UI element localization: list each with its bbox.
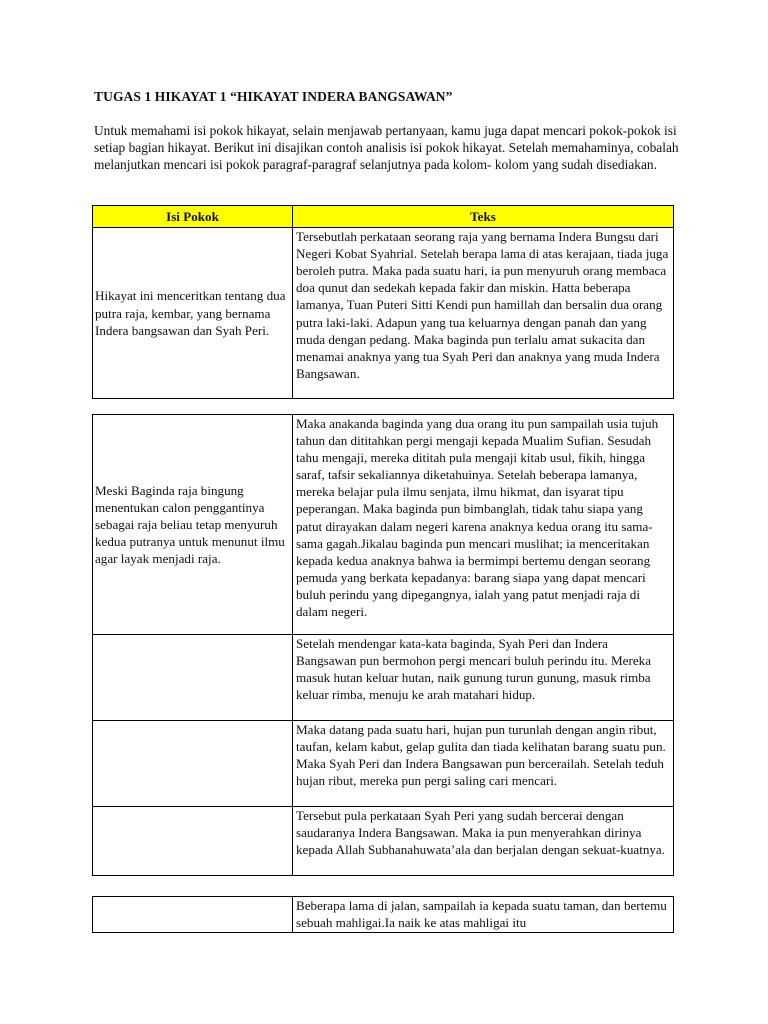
teks-cell: Tersebut pula perkataan Syah Peri yang sudah bercerai dengan saudaranya Indera Bangsawan. Maka ia pun menyerahkan dirinya kepada Allah Subhanahuwata’ala dan berjalan dengan sekuat-kuatnya. [293, 807, 674, 876]
isi-pokok-cell[interactable] [93, 807, 293, 876]
teks-cell: Beberapa lama di jalan, sampailah ia kepada suatu taman, dan bertemu sebuah mahligai.Ia naik ke atas mahligai itu [293, 897, 674, 933]
table-row [93, 415, 674, 635]
teks-cell: Tersebutlah perkataan seorang raja yang bernama Indera Bungsu dari Negeri Kobat Syahrial. Setelah berapa lama di atas kerajaan, tiada juga beroleh putra. Maka pada suatu hari, ia pun menyuruh orang membaca doa qunut dan sedekah kepada fakir dan miskin. Hatta beberapa lamanya, Tuan Puteri Sitti Kendi pun hamillah dan bersalin dua orang putra laki-laki. Adapun yang tua keluarnya dengan panah dan yang muda dengan pedang. Maka baginda pun terlalu amat sukacita dan menamai anaknya yang tua Syah Peri dan anaknya yang muda Indera Bangsawan. [293, 228, 674, 399]
teks-cell: Setelah mendengar kata-kata baginda, Syah Peri dan Indera Bangsawan pun bermohon pergi mencari buluh perindu itu. Mereka masuk hutan keluar hutan, naik gunung turun gunung, masuk rimba keluar rimba, menuju ke arah matahari hidup. [293, 635, 674, 721]
table-row [93, 897, 674, 933]
isi-pokok-cell[interactable] [93, 721, 293, 807]
intro-paragraph: Untuk memahami isi pokok hikayat, selain menjawab pertanyaan, kamu juga dapat mencari pokok-pokok isi setiap bagian hikayat. Berikut ini disajikan contoh analisis isi pokok hikayat. Setelah memahaminya, cobalah melanjutkan mencari isi pokok paragraf-paragraf selanjutnya pada kolom- kolom yang sudah disediakan. [94, 123, 679, 172]
table-row [93, 228, 674, 399]
table-row [93, 721, 674, 807]
isi-pokok-cell: Hikayat ini menceritkan tentang dua putra raja, kembar, yang bernama Indera bangsawan dan Syah Peri. [93, 228, 293, 399]
teks-cell: Maka anakanda baginda yang dua orang itu pun sampailah usia tujuh tahun dan dititahkan pergi mengaji kepada Mualim Sufian. Sesudah tahu mengaji, mereka dititah pula mengaji kitab usul, fikih, hingga saraf, tafsir sekaliannya diketahuinya. Setelah beberapa lamanya, mereka belajar pula ilmu senjata, ilmu hikmat, dan isyarat tipu peperangan. Maka baginda pun bimbanglah, tidak tahu siapa yang patut dirayakan dalam negeri karena anaknya kedua orang itu sama-sama gagah.Jikalau baginda pun mencari muslihat; ia menceritakan kepada kedua anaknya bahwa ia bermimpi bertemu dengan seorang pemuda yang berkata kepadanya: barang siapa yang dapat mencari buluh perindu yang dipegangnya, ialah yang patut menjadi raja di dalam negeri. [293, 415, 674, 635]
analysis-table-3 [92, 896, 674, 933]
document-title: TUGAS 1 HIKAYAT 1 “HIKAYAT INDERA BANGSAWAN” [94, 89, 453, 104]
teks-cell: Maka datang pada suatu hari, hujan pun turunlah dengan angin ribut, taufan, kelam kabut, gelap gulita dan tiada kelihatan barang suatu pun. Maka Syah Peri dan Indera Bangsawan pun bercerailah. Setelah teduh hujan ribut, mereka pun pergi saling cari mencari. [293, 721, 674, 807]
isi-pokok-cell: Meski Baginda raja bingung menentukan calon penggantinya sebagai raja beliau tetap menyuruh kedua putranya untuk menunut ilmu agar layak menjadi raja. [93, 415, 293, 635]
table-row [93, 635, 674, 721]
isi-pokok-cell[interactable] [93, 897, 293, 933]
analysis-table-1 [92, 205, 674, 399]
analysis-table-2 [92, 414, 674, 876]
header-isi-pokok: Isi Pokok [93, 206, 293, 228]
table-header-row [93, 206, 674, 228]
table-row [93, 807, 674, 876]
isi-pokok-cell[interactable] [93, 635, 293, 721]
header-teks: Teks [293, 206, 674, 228]
